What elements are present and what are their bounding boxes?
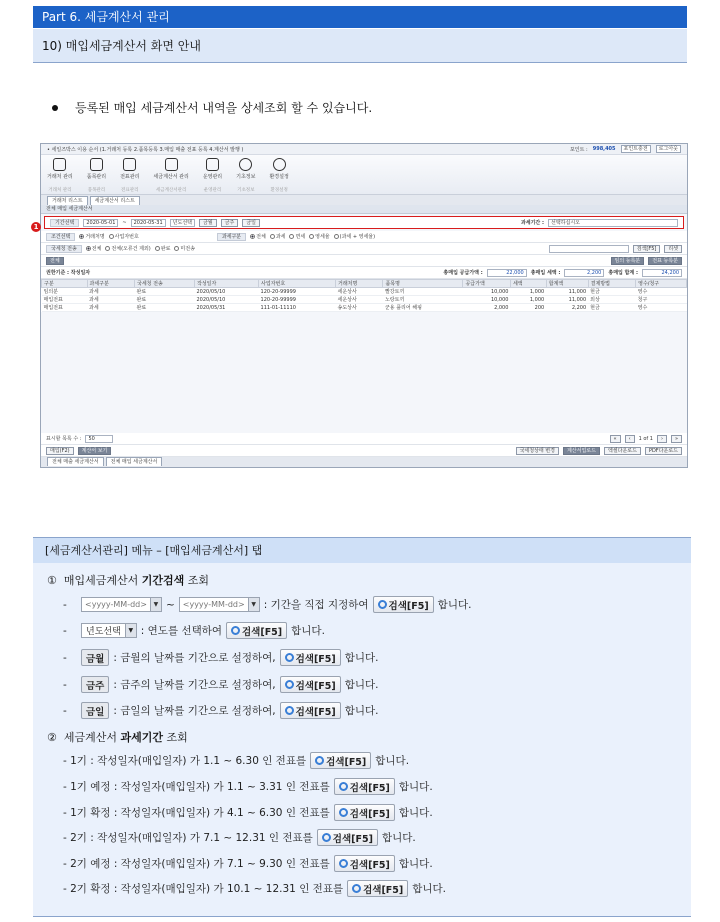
toolbar-operation[interactable] [203, 158, 222, 193]
action-row [41, 255, 687, 267]
info-icon [239, 158, 252, 171]
tab-purchase-invoices[interactable]: 전체 매입 세금계산서 [106, 457, 163, 466]
screenshot-footer [41, 433, 687, 467]
all-button[interactable]: 전체 [46, 257, 64, 265]
guide-box [33, 537, 691, 917]
guide-line-month: - 금월 : 금월의 날짜를 기간으로 설정하여, 검색[F5] 합니다. [63, 649, 379, 666]
per-page-select[interactable]: 50 [85, 435, 113, 443]
tax-period-label: 과세기간 : [520, 220, 544, 226]
supply-total-label: 총매입 공급가액 : [443, 270, 483, 276]
day-button-sample: 금일 [81, 702, 109, 719]
guide-line-day: - 금일 : 금일의 날짜를 기간으로 설정하여, 검색[F5] 합니다. [63, 702, 379, 719]
search-icon [339, 808, 348, 817]
toolbar-label: 거래처 관리 [47, 174, 73, 180]
search-button-sample: 검색[F5] [280, 676, 341, 693]
search-icon [339, 859, 348, 868]
week-button-sample: 금주 [81, 676, 109, 693]
summary-row [41, 267, 687, 279]
search-button-sample: 검색[F5] [310, 752, 371, 769]
summary-basis: 권한기준 : 작성일자 [46, 270, 91, 276]
toolbar-label: 기초정보 [236, 174, 256, 180]
date-from-sample: <yyyy-MM-dd> ▼ [81, 597, 162, 612]
section-title: 10) 매입세금계산서 화면 안내 [33, 29, 687, 63]
breadcrumb: 전체 매입 세금계산서 [41, 205, 687, 214]
search-icon [339, 782, 348, 791]
this-month-button[interactable]: 금월 [199, 219, 217, 227]
radio-kind-tax[interactable]: 과세 [270, 233, 286, 240]
search-icon [285, 653, 294, 662]
per-page-label: 표시할 목록 수 : [46, 436, 82, 442]
grand-total: 24,200 [642, 269, 682, 277]
pdf-download-button[interactable]: PDF다운로드 [645, 447, 682, 455]
slip-register-button[interactable]: 전표 등록분 [648, 257, 682, 265]
col-receipt[interactable]: 영수/청구 [636, 280, 687, 288]
invoice-icon [165, 158, 178, 171]
toolbar-caption: 운영관리 [203, 188, 222, 193]
guide-line-direct: - <yyyy-MM-dd> ▼ ~ <yyyy-MM-dd> ▼ : 기간을 직접 지정하여 검색[F5] 합니다. [63, 596, 471, 613]
col-payment[interactable]: 결제방법 [588, 280, 635, 288]
toolbar-label: 전표관리 [120, 174, 140, 180]
prev-page-button[interactable]: ‹ [625, 435, 635, 443]
invoice-upload-button[interactable]: 계산서업로드 [563, 447, 600, 455]
toolbar-caption: 기초정보 [237, 188, 255, 193]
toolbar-partner[interactable] [47, 158, 73, 193]
nts-row [41, 243, 687, 255]
usage-guide: • 세일즈박스 이용 순서 (1.거래처 등록 2.품목등록 3.매입 매출 전표 등록 4.계산서 발행 ) [47, 146, 244, 153]
guide-line-year: - 년도선택 ▼ : 연도를 선택하여 검색[F5] 합니다. [63, 622, 325, 639]
toolbar-settings[interactable] [269, 158, 288, 193]
reset-button[interactable]: 리셋 [664, 245, 682, 253]
toolbar-caption: 품목관리 [87, 188, 106, 193]
tax-line-1: - 1기 : 작성일자(매입일자) 가 1.1 ~ 6.30 인 전표를 검색[F5] 합니다. [63, 752, 409, 769]
period-filter-row [44, 216, 684, 229]
toolbar-caption: 전표관리 [121, 188, 139, 193]
search-icon [322, 833, 331, 842]
toolbar-caption: 거래처 관리 [48, 188, 72, 193]
col-date[interactable]: 작성일자 [194, 280, 258, 288]
purchase-button[interactable]: 매입(F2) [46, 447, 74, 455]
search-button-sample: 검색[F5] [347, 880, 408, 897]
toolbar-label: 품목관리 [86, 174, 107, 180]
page-indicator: 1 of 1 [638, 435, 653, 442]
tax-line-5: - 2기 예정 : 작성일자(매입일자) 가 7.1 ~ 9.30 인 전표를 검색[F5] 합니다. [63, 855, 433, 872]
col-type[interactable]: 구분 [42, 280, 88, 288]
year-select-sample: 년도선택 ▼ [81, 623, 137, 638]
manual-register-button[interactable]: 임의 등록분 [611, 257, 645, 265]
view-invoice-button[interactable]: 계산서 보기 [78, 447, 112, 455]
marker-badge: 1 [31, 222, 41, 232]
supply-total: 22,000 [487, 269, 527, 277]
search-icon [231, 626, 240, 635]
tax-line-4: - 2기 : 작성일자(매입일자) 가 7.1 ~ 12.31 인 전표를 검색[F5] 합니다. [63, 829, 416, 846]
search-button-sample: 검색[F5] [334, 804, 395, 821]
today-button[interactable]: 금일 [242, 219, 260, 227]
radio-partner[interactable]: 거래처명 [79, 233, 104, 240]
grand-total-label: 총매입 합계 : [608, 270, 638, 276]
search-button-sample: 검색[F5] [280, 702, 341, 719]
radio-kind-free[interactable]: 면세 [289, 233, 305, 240]
condition-label: 조건선택 [46, 233, 75, 241]
radio-kind-zero[interactable]: 영세율 [309, 233, 330, 240]
tax-total: 2,200 [564, 269, 604, 277]
radio-nts-pending[interactable]: 미전송 [174, 245, 195, 252]
intro-bullet [52, 99, 372, 116]
col-taxkind[interactable]: 과세구분 [87, 280, 134, 288]
search-button-sample: 검색[F5] [317, 829, 378, 846]
tax-period-select[interactable]: 선택하십시오 [548, 219, 678, 227]
partner-icon [53, 158, 66, 171]
last-page-button[interactable]: » [671, 435, 682, 443]
guide-line-week: - 금주 : 금주의 날짜를 기간으로 설정하여, 검색[F5] 합니다. [63, 676, 379, 693]
tax-total-label: 총매입 세액 : [530, 270, 561, 276]
tab-partner-list[interactable]: 거래처 리스트 [47, 196, 88, 205]
radio-bizno[interactable]: 사업자번호 [109, 233, 139, 240]
app-screenshot [40, 143, 688, 468]
main-toolbar [41, 155, 687, 195]
date-to-input[interactable]: 2020-05-31 [131, 219, 166, 227]
charge-points-button[interactable]: 포인트충전 [621, 145, 651, 153]
toolbar-caption: 환경설정 [270, 188, 288, 193]
pager-row [41, 433, 687, 445]
this-week-button[interactable]: 금주 [221, 219, 239, 227]
bottom-tabs [41, 457, 687, 467]
search-icon [378, 600, 387, 609]
next-page-button[interactable]: › [657, 435, 667, 443]
logout-button[interactable]: 로그아웃 [656, 145, 681, 153]
radio-kind-all[interactable]: 전체 [250, 233, 266, 240]
nts-status-button[interactable]: 국세청상태 변경 [516, 447, 559, 455]
slip-icon [123, 158, 136, 171]
col-tax[interactable]: 세액 [510, 280, 546, 288]
bullet-icon [52, 105, 58, 111]
search-button-sample: 검색[F5] [373, 596, 434, 613]
table-row[interactable]: 매입전표 과세 완료 2020/05/31 111-01-11110 송도상사 군용 플리어 해핑 2,000 200 2,200 현금 영수 [42, 304, 687, 312]
search-button-sample: 검색[F5] [334, 778, 395, 795]
col-total[interactable]: 합계액 [546, 280, 588, 288]
tax-line-2: - 1기 예정 : 작성일자(매입일자) 가 1.1 ~ 3.31 인 전표를 검색[F5] 합니다. [63, 778, 433, 795]
toolbar-invoice[interactable] [153, 158, 188, 193]
table-header [42, 280, 687, 288]
search-button[interactable]: 검색[F5] [633, 245, 661, 253]
items-icon [90, 158, 103, 171]
nts-label: 국세청 전송 [46, 245, 82, 253]
chart-icon [206, 158, 219, 171]
toolbar-slip[interactable] [120, 158, 139, 193]
date-from-input[interactable]: 2020-05-01 [83, 219, 118, 227]
year-select[interactable]: 년도선택 [170, 219, 195, 227]
date-to-sample: <yyyy-MM-dd> ▼ [179, 597, 260, 612]
invoice-table [41, 279, 687, 312]
search-icon [352, 884, 361, 893]
search-icon [315, 756, 324, 765]
doc-tabs [41, 195, 687, 205]
period-label: 기간선택 [50, 219, 79, 227]
search-icon [285, 706, 294, 715]
guide-title: [세금계산서관리] 메뉴 – [매입세금계산서] 탭 [33, 538, 691, 563]
radio-nts-all[interactable]: 전체 [86, 245, 102, 252]
keyword-input[interactable] [549, 245, 629, 253]
points-label: 포인트 : [569, 146, 588, 153]
tab-invoice-list[interactable]: 세금계산서 리스트 [90, 196, 140, 205]
col-item[interactable]: 품목명 [383, 280, 463, 288]
first-page-button[interactable]: « [610, 435, 621, 443]
search-button-sample: 검색[F5] [226, 622, 287, 639]
app-topline [41, 144, 687, 155]
table-row[interactable]: 임의분 과세 완료 2020/05/10 120-20-99999 세운상사 빨강토끼 10,000 1,000 11,000 현금 영수 [42, 288, 687, 296]
section-period: ① 매입세금계산서 기간검색 조회 [47, 574, 210, 587]
toolbar-basic[interactable] [236, 158, 255, 193]
search-button-sample: 검색[F5] [280, 649, 341, 666]
col-partner[interactable]: 거래처명 [335, 280, 382, 288]
part-title: Part 6. 세금계산서 관리 [33, 6, 687, 28]
toolbar-label: 환경설정 [269, 174, 289, 180]
radio-nts-noerr[interactable]: 전체(오류건 제외) [105, 245, 150, 252]
month-button-sample: 금월 [81, 649, 109, 666]
search-button-sample: 검색[F5] [334, 855, 395, 872]
col-supply[interactable]: 공급가액 [463, 280, 510, 288]
tax-kind-label: 과세구분 [217, 233, 246, 241]
col-nts[interactable]: 국세청 전송 [134, 280, 194, 288]
col-bizno[interactable]: 사업자번호 [259, 280, 336, 288]
toolbar-items[interactable] [87, 158, 106, 193]
points-value: 998,405 [592, 146, 616, 152]
section-tax-period: ② 세금계산서 과세기간 조회 [47, 731, 188, 744]
toolbar-label: 운영관리 [202, 174, 223, 180]
radio-nts-done[interactable]: 완료 [155, 245, 171, 252]
radio-kind-mixed[interactable]: (과세 + 영세율) [334, 233, 375, 240]
gear-icon [273, 158, 286, 171]
toolbar-label: 세금계산서 관리 [153, 174, 189, 180]
search-icon [285, 680, 294, 689]
toolbar-caption: 세금계산서관리 [155, 188, 187, 193]
tab-sales-invoices[interactable]: 전체 매출 세금계산서 [47, 457, 104, 466]
tilde: ~ [122, 219, 127, 226]
intro-text: 등록된 매입 세금계산서 내역을 상세조회 할 수 있습니다. [75, 101, 373, 115]
tax-line-3: - 1기 확정 : 작성일자(매입일자) 가 4.1 ~ 6.30 인 전표를 검색[F5] 합니다. [63, 804, 433, 821]
condition-row [41, 231, 687, 243]
excel-download-button[interactable]: 엑셀다운로드 [604, 447, 641, 455]
tax-line-6: - 2기 확정 : 작성일자(매입일자) 가 10.1 ~ 12.31 인 전표를 검색[F5] 합니다. [63, 880, 446, 897]
table-row[interactable]: 매입전표 과세 완료 2020/05/10 120-20-99999 세운상사 노랑토끼 10,000 1,000 11,000 외상 청구 [42, 296, 687, 304]
bottom-action-row [41, 445, 687, 457]
